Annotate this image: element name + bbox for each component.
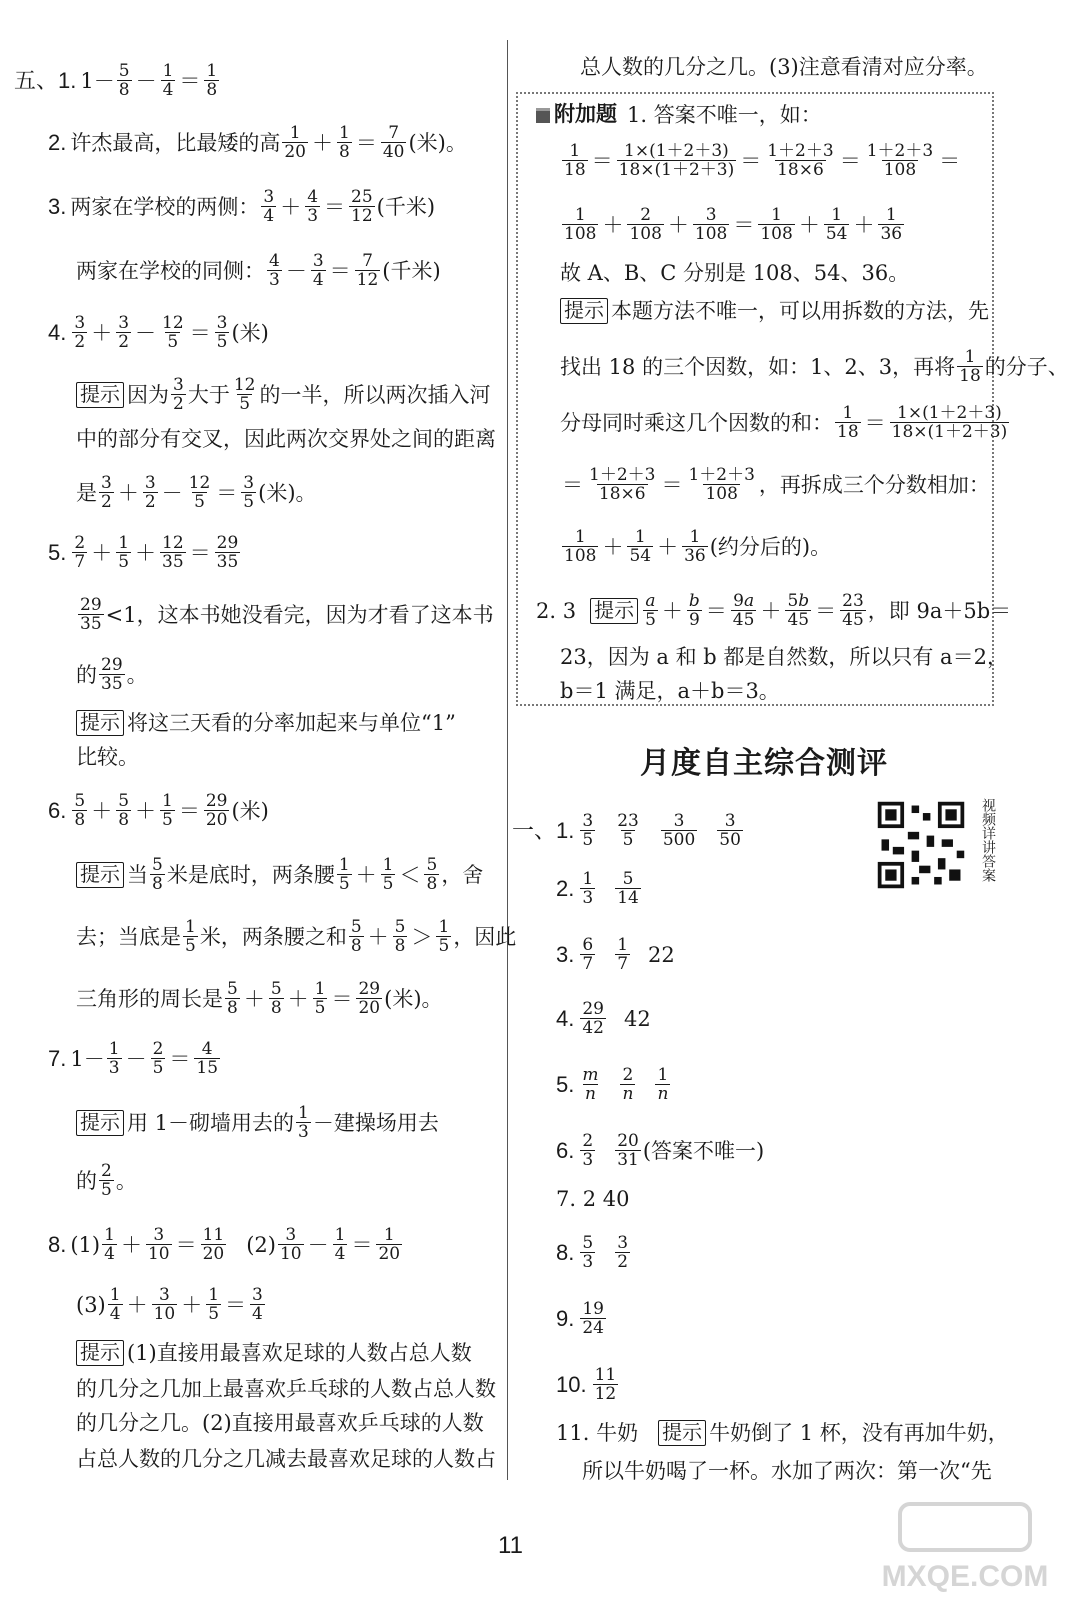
answer-5-5: 5. $\frac{2}{7}$ ＋ $\frac{1}{5}$ ＋ $\frac{12}{35}$ ＝ $\frac{29}{35}$ [48,533,239,572]
answer-5-1: 五、1. 1－ $\frac{5}{8}$ － $\frac{1}{4}$ ＝ $\frac{1}{8}$ [14,61,218,100]
hint-5-5: 提示 将这三天看的分率加起来与单位“1” [76,708,456,738]
hint-5-4-line2: 中的部分有交叉，因此两次交界处之间的距离 [76,427,496,451]
qr-code-icon[interactable] [874,798,968,892]
answer-5-3b: 两家在学校的同侧： $\frac{4}{3}$ － $\frac{3}{4}$ ＝ $\frac{7}{12}$ (千米) [76,251,441,290]
continued-hint: 总人数的几分之几。(3)注意看清对应分率。 [580,55,988,79]
hint-5-4-line3: 是 $\frac{3}{2}$ ＋ $\frac{3}{2}$ － $\frac{12}{5}$ ＝ $\frac{3}{5}$ (米)。 [76,473,317,512]
bonus-q1-hint2: 找出 18 的三个因数，如：1、2、3，再将 $\frac{1}{18}$ 的分子、 [560,347,1069,386]
bonus-q1-eq1: $\frac{1}{18}$ ＝ $\frac{1\times(1+2+3)}{18\times(1+2+3)}$ ＝ $\frac{1+2+3}{18\times 6}$ ＝ $\frac{1+2+3}{108}$ ＝ [564,141,961,180]
svg-text:MXQE.COM: MXQE.COM [881,1560,1049,1593]
test-q5: 5. $\frac{m}{n}$ $\frac{2}{n}$ $\frac{1}{n}$ [556,1065,669,1104]
test-q7: 7. 2 40 [556,1187,630,1211]
test-q3: 3. $\frac{6}{7}$ $\frac{1}{7}$ 22 [556,935,675,974]
test-q11-line2: 所以牛奶喝了一杯。水加了两次：第一次“先 [582,1459,992,1483]
bonus-q2-line2: 23，因为 a 和 b 都是自然数，所以只有 a＝2， [560,645,1008,669]
answer-5-8: 8. (1) $\frac{1}{4}$ ＋ $\frac{3}{10}$ ＝ $\frac{11}{20}$ (2) $\frac{3}{10}$ － $\frac{1}{4}$ ＝ $\frac{1}{20}$ [48,1225,401,1264]
hint-5-7-line2: 的 $\frac{2}{5}$ 。 [76,1161,137,1200]
hint-5-8: 提示 (1)直接用最喜欢足球的人数占总人数 [76,1338,472,1368]
page-number: 11 [498,1532,523,1559]
bonus-q2: 2. 3 提示 $\frac{a}{5}$ ＋ $\frac{b}{9}$ ＝ $\frac{9a}{45}$ ＋ $\frac{5b}{45}$ ＝ $\frac{23}{45}$ ，即 9a＋5b＝ [536,591,1012,630]
hint-5-7: 提示 用 1－砌墙用去的 $\frac{1}{3}$ －建操场用去 [76,1104,439,1141]
bonus-q2-line3: b＝1 满足，a＋b＝3。 [560,679,780,703]
answer-5-8-3: (3) $\frac{1}{4}$ ＋ $\frac{3}{10}$ ＋ $\frac{1}{5}$ ＝ $\frac{3}{4}$ [76,1285,263,1324]
bonus-q1-hint: 提示 本题方法不唯一，可以用拆数的方法，先 [560,296,989,326]
bonus-q1-hint3: 分母同时乘这几个因数的和： $\frac{1}{18}$ ＝ $\frac{1\times(1+2+3)}{18\times(1+2+3)}$ [560,403,1008,442]
section-title: 月度自主综合测评 [640,747,888,780]
bonus-q1-hint4: ＝ $\frac{1+2+3}{18\times 6}$ ＝ $\frac{1+2+3}{108}$ ，再拆成三个分数相加： [562,465,990,504]
answer-5-4: 4. $\frac{3}{2}$ ＋ $\frac{3}{2}$ － $\frac{12}{5}$ ＝ $\frac{3}{5}$ (米) [48,313,269,352]
test-q11: 11. 牛奶 提示 牛奶倒了 1 杯，没有再加牛奶， [556,1421,1009,1445]
hint-label: 提示 [76,382,124,408]
test-q10: 10. $\frac{11}{12}$ [556,1365,617,1404]
test-q9: 9. $\frac{19}{24}$ [556,1299,604,1338]
answer-5-2: 2. 许杰最高，比最矮的高 $\frac{1}{20}$ ＋ $\frac{1}{8}$ ＝ $\frac{7}{40}$ (米)。 [48,123,467,162]
qr-label: 视频详讲答案 [980,798,996,882]
hint-5-4: 提示 因为 $\frac{3}{2}$ 大于 $\frac{12}{5}$ 的一半，所以两次插入河 [76,376,490,413]
test-q8: 8. $\frac{5}{3}$ $\frac{3}{2}$ [556,1233,629,1272]
test-q2: 2. $\frac{1}{3}$ $\frac{5}{14}$ [556,869,639,908]
answer-5-3a: 3. 两家在学校的两侧： $\frac{3}{4}$ ＋ $\frac{4}{3}$ ＝ $\frac{25}{12}$ (千米) [48,187,436,226]
question-label: 五、1. [14,67,77,93]
bonus-icon [536,108,550,123]
bonus-q1-hint5: $\frac{1}{108}$ ＋ $\frac{1}{54}$ ＋ $\frac{1}{36}$ (约分后的)。 [564,527,832,566]
hint-5-6-line3: 三角形的周长是 $\frac{5}{8}$ ＋ $\frac{5}{8}$ ＋ $\frac{1}{5}$ ＝ $\frac{29}{20}$ (米)。 [76,979,443,1018]
hint-5-6: 提示 当 $\frac{5}{8}$ 米是底时，两条腰 $\frac{1}{5}$ ＋ $\frac{1}{5}$ ＜ $\frac{5}{8}$ ，舍 [76,856,483,893]
hint-5-8-line4: 占总人数的几分之几减去最喜欢足球的人数占 [76,1447,496,1471]
test-q4: 4. $\frac{29}{42}$ 42 [556,999,651,1038]
answer-5-5-explain2: 的 $\frac{29}{35}$ 。 [76,655,148,694]
hint-5-8-line2: 的几分之几加上最喜欢乒乓球的人数占总人数 [76,1377,496,1401]
bonus-q1-eq2: $\frac{1}{108}$ ＋ $\frac{2}{108}$ ＋ $\frac{3}{108}$ ＝ $\frac{1}{108}$ ＋ $\frac{1}{54}$ ＋ $\frac{1}{36}$ [564,205,903,244]
test-q6: 6. $\frac{2}{3}$ $\frac{20}{31}$ (答案不唯一) [556,1131,765,1170]
bonus-q1-answer: 故 A、B、C 分别是 108、54、36。 [560,261,910,285]
watermark-logo [860,1500,1070,1595]
test-q1: 一、1. $\frac{3}{5}$ $\frac{23}{5}$ $\frac{3}{500}$ $\frac{3}{50}$ [512,811,741,850]
column-divider [507,40,508,1480]
bonus-q1-header: 附加题 1. 答案不唯一，如： [536,100,822,130]
answer-5-6: 6. $\frac{5}{8}$ ＋ $\frac{5}{8}$ ＋ $\frac{1}{5}$ ＝ $\frac{29}{20}$ (米) [48,791,269,830]
answer-5-7: 7. 1－ $\frac{1}{3}$ － $\frac{2}{5}$ ＝ $\frac{4}{15}$ [48,1039,219,1078]
hint-5-6-line2: 去；当底是 $\frac{1}{5}$ 米，两条腰之和 $\frac{5}{8}$ ＋ $\frac{5}{8}$ ＞ $\frac{1}{5}$ ，因此 [76,917,517,956]
answer-5-5-explain: $\frac{29}{35}$ <1，这本书她没看完，因为才看了这本书 [80,595,494,634]
hint-5-5-line2: 比较。 [76,745,139,769]
hint-5-8-line3: 的几分之几。(2)直接用最喜欢乒乓球的人数 [76,1411,484,1435]
